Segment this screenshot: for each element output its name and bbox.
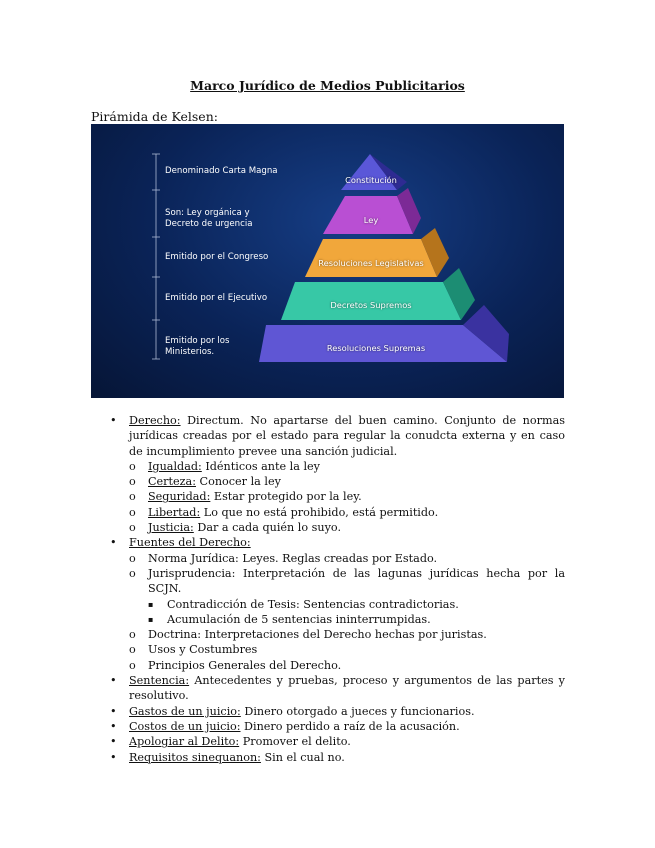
term-label: Fuentes del Derecho:	[129, 536, 251, 550]
term-definition: Lo que no está prohibido, está permitido.	[200, 505, 439, 519]
term-definition: Estar protegido por la ley.	[210, 490, 362, 504]
term-label: Derecho:	[129, 414, 181, 427]
term-definition: Conocer la ley	[195, 475, 281, 489]
term-label: Justicia:	[148, 521, 194, 535]
term-label: Seguridad:	[148, 490, 211, 504]
term-label: Libertad:	[148, 505, 201, 519]
notes-list	[110, 413, 565, 765]
term-label: Certeza:	[148, 475, 196, 489]
level-label-resoluciones-supremas: Emitido por los Ministerios.	[165, 336, 230, 357]
term-definition: Antecedentes y pruebas, proceso y argumentos de las partes y resolutivo.	[129, 674, 565, 703]
term-label: Requisitos sinequanon:	[129, 750, 261, 764]
level-label-decretos-supremos: Emitido por el Ejecutivo	[165, 293, 268, 303]
term-label: Costos de un juicio:	[129, 719, 241, 733]
term-definition: Directum. No apartarse del buen camino. Conjunto de normas jurídicas creadas por el estado para regular la conudcta externa y en caso de incumplimiento prevee una sanción judicial.	[129, 414, 565, 458]
list-item	[129, 459, 565, 474]
term-definition: Promover el delito.	[239, 735, 351, 749]
term-definition: Dinero perdido a raíz de la acusación.	[240, 719, 460, 733]
list-item	[129, 566, 565, 627]
list-item	[110, 413, 565, 535]
list-item	[110, 673, 565, 704]
list-item	[129, 474, 565, 489]
term-definition: Sin el cual no.	[260, 750, 345, 764]
list-item	[129, 520, 565, 535]
tier-label-resoluciones-legislativas: Resoluciones Legislativas	[318, 258, 424, 268]
tier-label-constitucion: Constitución	[345, 175, 397, 185]
list-item: o Norma Jurídica: Leyes. Reglas creadas por Estado.	[129, 551, 565, 566]
list-item	[129, 505, 565, 520]
term-definition: Dinero otorgado a jueces y funcionarios.	[240, 704, 475, 718]
list-item	[110, 535, 565, 673]
list-item	[110, 719, 565, 734]
kelsen-pyramid-figure	[91, 124, 564, 398]
list-item	[110, 734, 565, 749]
document-title: Marco Jurídico de Medios Publicitarios	[190, 78, 465, 93]
list-item: o Principios Generales del Derecho.	[129, 658, 565, 673]
tier-label-resoluciones-supremas: Resoluciones Supremas	[326, 343, 426, 353]
term-label: Gastos de un juicio:	[129, 704, 241, 718]
term-definition: Dar a cada quién lo suyo.	[193, 521, 342, 535]
tier-label-decretos-supremos: Decretos Supremos	[330, 300, 412, 310]
list-item: ▪ Contradicción de Tesis: Sentencias contradictorias.	[148, 597, 565, 612]
list-item: o Doctrina: Interpretaciones del Derecho hechas por juristas.	[129, 627, 565, 642]
level-label-constitucion: Denominado Carta Magna	[165, 166, 278, 176]
term-definition: Idénticos ante la ley	[201, 459, 321, 473]
term-definition: Jurisprudencia: Interpretación de las lagunas jurídicas hecha por la SCJN.	[148, 566, 565, 596]
list-item	[110, 750, 565, 765]
list-item	[110, 704, 565, 719]
term-label: Sentencia:	[129, 674, 190, 688]
list-item	[129, 489, 565, 504]
level-label-resoluciones-legislativas: Emitido por el Congreso	[165, 252, 269, 262]
term-label: Apologiar al Delito:	[129, 735, 240, 749]
pyramid-caption: Pirámida de Kelsen:	[91, 109, 218, 124]
tier-label-ley: Ley	[363, 215, 379, 225]
list-item: o Usos y Costumbres	[129, 642, 565, 657]
level-label-ley: Son: Ley orgánica y Decreto de urgencia	[165, 208, 253, 229]
term-label: Igualdad:	[148, 459, 202, 473]
list-item: ▪ Acumulación de 5 sentencias ininterrumpidas.	[148, 612, 565, 627]
